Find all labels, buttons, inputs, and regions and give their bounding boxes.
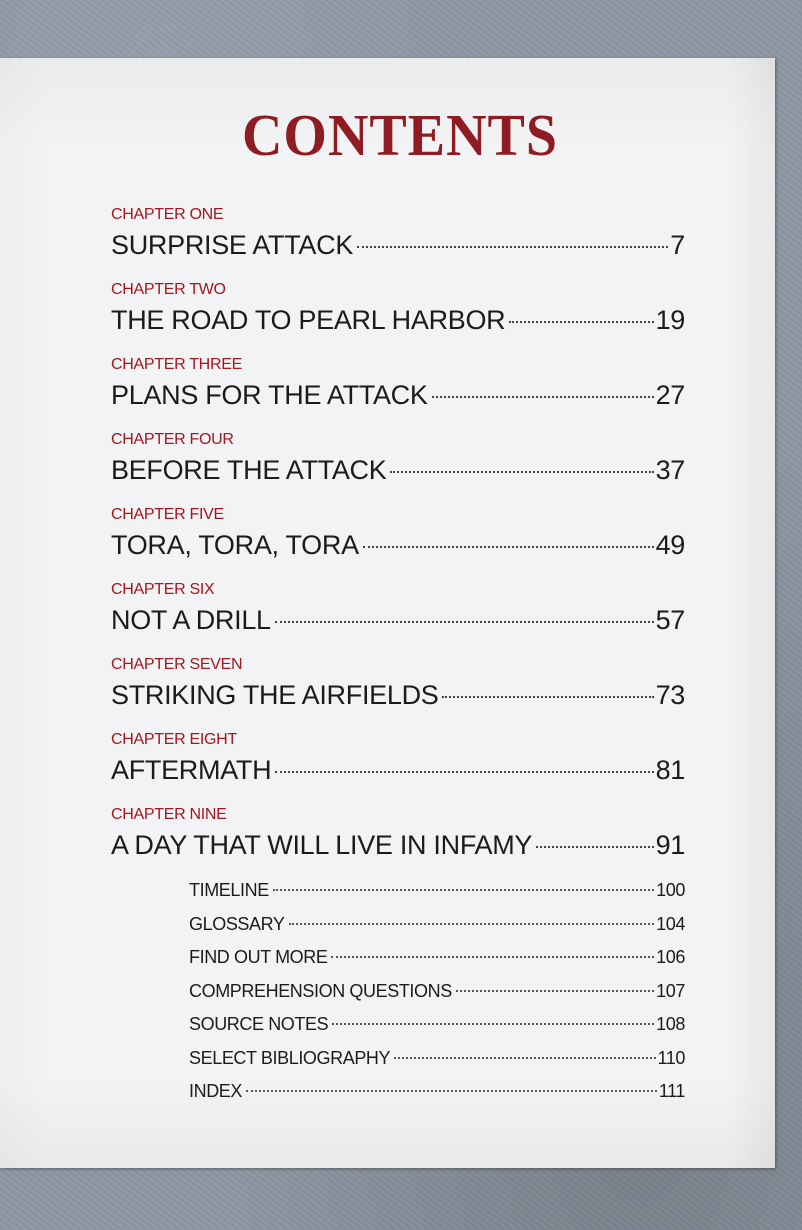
contents-title: CONTENTS: [241, 103, 559, 169]
chapter-number-label: CHAPTER NINE: [111, 806, 227, 823]
chapter-title: THE ROAD TO PEARL HARBOR: [111, 305, 506, 335]
backmatter-list: [189, 874, 685, 1109]
chapter-title-row: [111, 379, 685, 411]
page-number: 37: [655, 455, 685, 485]
page-number: 104: [656, 913, 685, 934]
dot-leader: [536, 846, 653, 848]
chapter-title: NOT A DRILL: [111, 605, 271, 635]
backmatter-item: [189, 874, 685, 908]
chapter-title: TORA, TORA, TORA: [111, 530, 359, 560]
chapter-title-row: [111, 454, 685, 486]
dot-leader: [275, 621, 654, 623]
dot-leader: [332, 1023, 654, 1025]
dot-leader: [357, 246, 668, 248]
page-number: 111: [658, 1081, 685, 1101]
chapter-title: PLANS FOR THE ATTACK: [111, 380, 428, 410]
toc-chapter-entry: [111, 506, 685, 561]
page-number: 81: [655, 755, 685, 785]
dot-leader: [509, 321, 653, 323]
backmatter-title: SELECT BIBLIOGRAPHY: [189, 1047, 391, 1068]
page-number: 73: [655, 680, 685, 710]
backmatter-title: COMPREHENSION QUESTIONS: [189, 980, 452, 1001]
page-number: 106: [656, 947, 685, 967]
page-number: 91: [655, 830, 685, 860]
dot-leader: [442, 696, 653, 698]
chapter-title-row: [111, 529, 685, 561]
chapter-title-row: [111, 829, 685, 861]
page-number: 19: [655, 305, 685, 335]
chapter-number-label: CHAPTER FOUR: [111, 431, 234, 448]
dot-leader: [289, 923, 655, 925]
backmatter-title: TIMELINE: [189, 880, 269, 900]
chapter-title-row: [111, 604, 685, 636]
chapter-title-row: [111, 304, 685, 336]
backmatter-item: [189, 1075, 685, 1109]
backmatter-item: [189, 1008, 685, 1042]
backmatter-item: [189, 1042, 685, 1076]
chapter-title: A DAY THAT WILL LIVE IN INFAMY: [111, 830, 533, 860]
page-number: 100: [656, 880, 685, 900]
backmatter-title: GLOSSARY: [189, 913, 285, 934]
toc-chapter-entry: [111, 806, 685, 861]
toc-chapter-entry: [111, 431, 685, 486]
chapter-title-row: [111, 754, 685, 786]
chapter-number-label: CHAPTER THREE: [111, 356, 242, 373]
chapter-title: BEFORE THE ATTACK: [111, 455, 387, 485]
dot-leader: [275, 771, 653, 773]
page-number: 27: [655, 380, 685, 410]
dot-leader: [363, 546, 654, 548]
page-number: 7: [670, 230, 685, 260]
chapter-title: SURPRISE ATTACK: [111, 230, 354, 260]
chapter-number-label: CHAPTER SEVEN: [111, 656, 243, 673]
chapter-number-label: CHAPTER TWO: [111, 281, 226, 298]
chapter-number-label: CHAPTER FIVE: [111, 506, 224, 523]
dot-leader: [246, 1090, 657, 1092]
dot-leader: [390, 471, 653, 473]
backmatter-item: [189, 941, 685, 975]
toc-chapter-entry: [111, 581, 685, 636]
page-number: 108: [656, 1014, 685, 1034]
chapter-title-row: [111, 229, 685, 261]
page-number: 107: [656, 980, 685, 1001]
chapter-title: STRIKING THE AIRFIELDS: [111, 680, 439, 710]
backmatter-item: [189, 908, 685, 942]
backmatter-title: SOURCE NOTES: [189, 1014, 329, 1034]
toc-chapter-entry: [111, 656, 685, 711]
toc-chapter-entry: [111, 731, 685, 786]
toc-chapter-entry: [111, 356, 685, 411]
backmatter-title: FIND OUT MORE: [189, 947, 328, 967]
toc-chapter-entry: [111, 281, 685, 336]
dot-leader: [273, 889, 654, 891]
page-number: 49: [655, 530, 685, 560]
chapter-number-label: CHAPTER SIX: [111, 581, 215, 598]
dot-leader: [456, 990, 654, 992]
chapter-title: AFTERMATH: [111, 755, 272, 785]
backmatter-item: [189, 975, 685, 1009]
page-number: 57: [655, 605, 685, 635]
toc-chapter-entry: [111, 206, 685, 261]
page-number: 110: [657, 1047, 685, 1068]
dot-leader: [331, 956, 654, 958]
backmatter-title: INDEX: [189, 1081, 243, 1101]
dot-leader: [394, 1057, 655, 1059]
chapter-title-row: [111, 679, 685, 711]
chapter-number-label: CHAPTER EIGHT: [111, 731, 237, 748]
dot-leader: [432, 396, 654, 398]
chapter-number-label: CHAPTER ONE: [111, 206, 224, 223]
